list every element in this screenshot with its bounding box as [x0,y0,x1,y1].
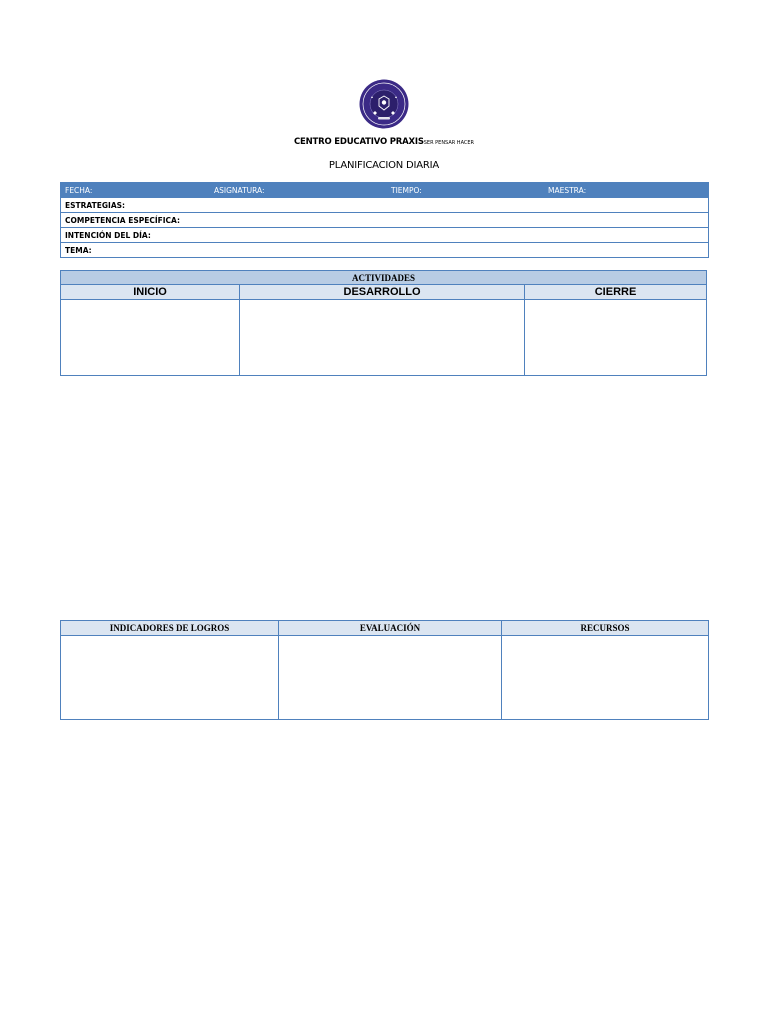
tiempo-field[interactable]: TIEMPO: [387,183,544,198]
recursos-header: RECURSOS [502,621,709,636]
intencion-field[interactable]: INTENCIÓN DEL DÍA: [61,228,709,243]
evaluacion-cell[interactable] [279,636,502,720]
page-title: PLANIFICACION DIARIA [328,160,440,171]
indicators-table [60,620,709,720]
school-logo-icon [359,79,409,129]
inicio-cell[interactable] [61,300,240,376]
estrategias-field[interactable]: ESTRATEGIAS: [61,198,709,213]
activities-table [60,270,707,376]
desarrollo-cell[interactable] [240,300,525,376]
school-name [0,137,768,147]
cierre-header: CIERRE [525,285,707,300]
desarrollo-header: DESARROLLO [240,285,525,300]
competencia-field[interactable]: COMPETENCIA ESPECÍFICA: [61,213,709,228]
recursos-cell[interactable] [502,636,709,720]
asignatura-field[interactable]: ASIGNATURA: [210,183,387,198]
school-motto: SER PENSAR HACER [423,140,475,146]
info-table [60,182,709,258]
maestra-field[interactable]: MAESTRA: [544,183,709,198]
tema-field[interactable]: TEMA: [61,243,709,258]
indicadores-header: INDICADORES DE LOGROS [61,621,279,636]
indicadores-cell[interactable] [61,636,279,720]
info-header-row [61,183,709,198]
evaluacion-header: EVALUACIÓN [279,621,502,636]
inicio-header: INICIO [61,285,240,300]
fecha-field[interactable]: FECHA: [61,183,210,198]
cierre-cell[interactable] [525,300,707,376]
school-name-text: CENTRO EDUCATIVO PRAXIS [293,137,424,147]
activities-title: ACTIVIDADES [61,271,707,285]
